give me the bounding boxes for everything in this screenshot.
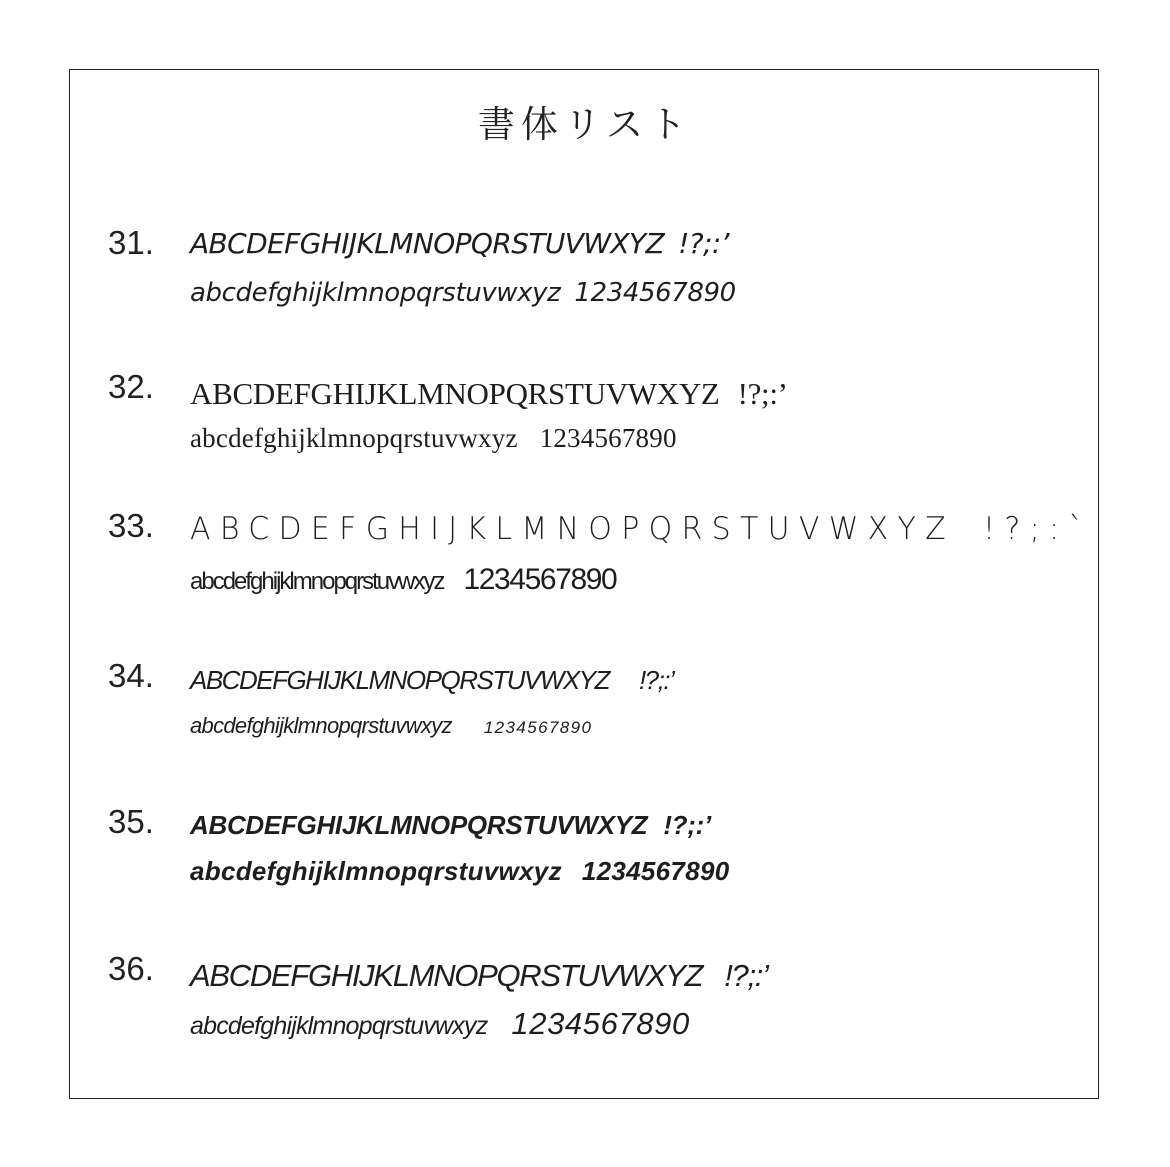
font-number: 35. [108, 803, 154, 840]
lowercase-letters: abcdefghijklmnopqrstuvwxyz [190, 423, 518, 453]
lowercase-sample [190, 1008, 690, 1039]
lowercase-sample [190, 425, 677, 452]
digits: 1234567890 [511, 1006, 690, 1041]
digits: 1234567890 [574, 278, 736, 308]
punctuation-marks: !?;:’ [663, 810, 711, 840]
uppercase-letters: ABCDEFGHIJKLMNOPQRSTUVWXYZ [190, 376, 720, 411]
uppercase-sample [190, 227, 729, 260]
font-number: 31. [108, 224, 154, 261]
uppercase-letters: ABCDEFGHIJKLMNOPQRSTUVWXYZ [190, 810, 648, 840]
lowercase-sample [190, 280, 736, 306]
font-number: 32. [108, 368, 154, 405]
font-number: 36. [108, 950, 154, 987]
punctuation-marks: !?;:’ [638, 665, 674, 695]
uppercase-sample [190, 812, 711, 838]
punctuation-marks: !?;:’ [737, 376, 788, 411]
uppercase-letters: ABCDEFGHIJKLMNOPQRSTUVWXYZ [190, 227, 665, 260]
uppercase-sample [190, 510, 1093, 548]
lowercase-letters: abcdefghijklmnopqrstuvwxyz [190, 1012, 488, 1040]
page-title: 書体リスト [477, 103, 693, 146]
uppercase-sample [190, 960, 768, 991]
uppercase-letters: ABCDEFGHIJKLMNOPQRSTUVWXYZ [190, 510, 956, 548]
digits: 1234567890 [539, 423, 677, 453]
punctuation-marks: !?;:’ [724, 958, 768, 993]
font-number: 33. [108, 507, 154, 544]
uppercase-sample [190, 378, 788, 409]
uppercase-letters: ABCDEFGHIJKLMNOPQRSTUVWXYZ [190, 665, 609, 695]
lowercase-sample [190, 858, 729, 884]
lowercase-letters: abcdefghijklmnopqrstuvwxyz [190, 856, 562, 886]
uppercase-sample [190, 667, 673, 693]
lowercase-letters: abcdefghijklmnopqrstuvwxyz [190, 278, 561, 308]
digits: 1234567890 [463, 563, 617, 596]
punctuation-marks: !?;:` [983, 510, 1093, 548]
font-number: 34. [108, 657, 154, 694]
digits: 1234567890 [483, 718, 593, 737]
lowercase-letters: abcdefghijklmnopqrstuvwxyz [190, 568, 444, 595]
digits: 1234567890 [581, 856, 730, 886]
lowercase-letters: abcdefghijklmnopqrstuvwxyz [190, 713, 452, 738]
punctuation-marks: !?;:’ [678, 227, 729, 260]
uppercase-letters: ABCDEFGHIJKLMNOPQRSTUVWXYZ [190, 958, 703, 993]
lowercase-sample [190, 565, 616, 595]
lowercase-sample [190, 715, 592, 737]
